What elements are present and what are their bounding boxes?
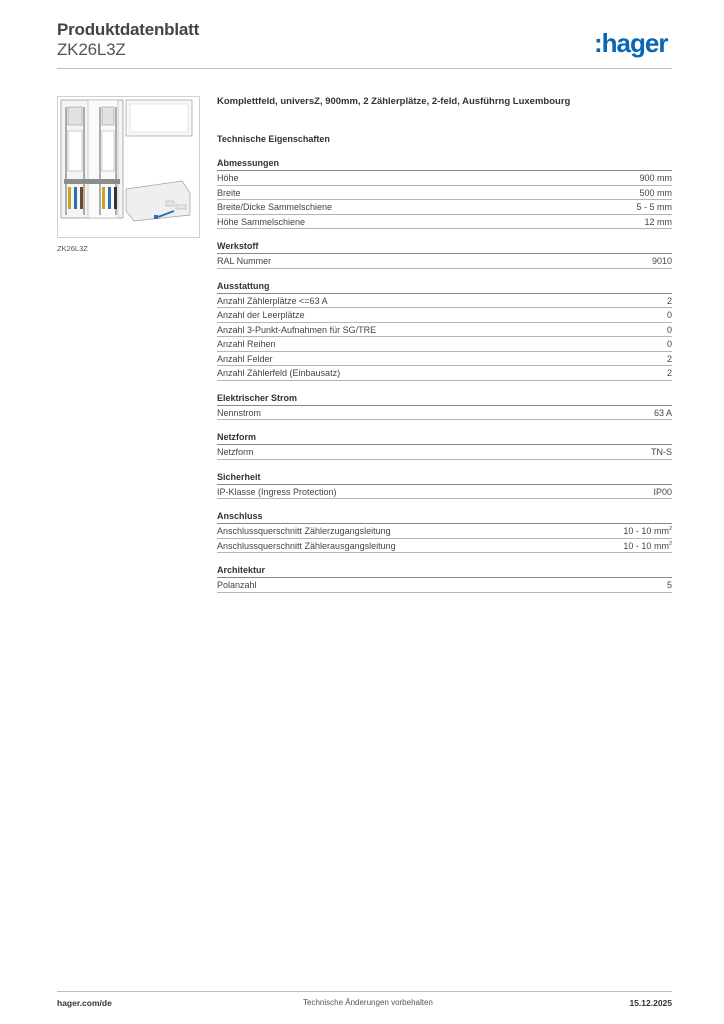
property-value-text: 0 bbox=[666, 310, 672, 320]
product-title: Komplettfeld, universZ, 900mm, 2 Zählerplätze, 2-feld, Ausführng Luxembourg bbox=[217, 96, 571, 107]
property-row bbox=[217, 578, 672, 593]
property-row bbox=[217, 294, 672, 309]
property-row bbox=[217, 445, 672, 460]
property-label: Höhe bbox=[217, 173, 239, 183]
property-label: Anzahl 3-Punkt-Aufnahmen für SG/TRE bbox=[217, 324, 377, 335]
property-value-text: 5 - 5 mm bbox=[636, 202, 672, 212]
product-code: ZK26L3Z bbox=[57, 40, 126, 59]
property-label: Netzform bbox=[217, 447, 254, 457]
property-value bbox=[667, 366, 672, 380]
property-label: Anzahl Zählerplätze <=63 A bbox=[217, 295, 328, 306]
property-label: RAL Nummer bbox=[217, 256, 272, 266]
property-value bbox=[667, 294, 672, 308]
property-row bbox=[217, 215, 672, 230]
property-value bbox=[654, 406, 672, 420]
property-label: Anzahl der Leerplätze bbox=[217, 310, 305, 320]
property-value-text: 9010 bbox=[651, 256, 672, 266]
property-value bbox=[623, 539, 672, 553]
property-value-text: 0 bbox=[666, 339, 672, 349]
property-label: Breite bbox=[217, 187, 241, 198]
section bbox=[217, 158, 672, 229]
property-label: Anzahl Felder bbox=[217, 353, 273, 364]
property-label: Anzahl Zählerfeld (Einbausatz) bbox=[217, 368, 341, 378]
property-value-text: 63 A bbox=[653, 407, 672, 418]
property-row bbox=[217, 539, 672, 554]
property-label: Polanzahl bbox=[217, 580, 257, 590]
property-value-text: 2 bbox=[666, 368, 672, 378]
property-value bbox=[651, 445, 672, 459]
property-label: Breite/Dicke Sammelschiene bbox=[217, 202, 333, 212]
section-title: Netzform bbox=[217, 432, 672, 445]
section-title: Abmessungen bbox=[217, 158, 672, 171]
property-row bbox=[217, 485, 672, 500]
section bbox=[217, 472, 672, 500]
property-value bbox=[636, 200, 672, 214]
section bbox=[217, 393, 672, 421]
property-row bbox=[217, 308, 672, 323]
unit-superscript: 2 bbox=[668, 540, 672, 547]
property-value bbox=[667, 337, 672, 351]
property-value bbox=[667, 323, 672, 337]
property-value bbox=[652, 254, 672, 268]
section-title: Werkstoff bbox=[217, 241, 672, 254]
page-title: Produktdatenblatt bbox=[57, 20, 200, 39]
section-title: Elektrischer Strom bbox=[217, 393, 672, 406]
property-value bbox=[623, 524, 672, 538]
property-value-text: 10 - 10 mm bbox=[623, 526, 669, 536]
property-label: Anschlussquerschnitt Zählerausgangsleitung bbox=[217, 540, 396, 551]
property-value-text: 10 - 10 mm bbox=[623, 540, 669, 551]
section bbox=[217, 432, 672, 460]
footer-website: hager.com/de bbox=[57, 998, 112, 1008]
section bbox=[217, 565, 672, 593]
section-title: Ausstattung bbox=[217, 281, 672, 294]
footer-divider bbox=[57, 991, 672, 992]
property-label: Anzahl Reihen bbox=[217, 339, 276, 349]
property-row bbox=[217, 186, 672, 201]
property-row bbox=[217, 200, 672, 215]
property-value-text: 2 bbox=[666, 295, 672, 306]
property-row bbox=[217, 254, 672, 269]
section bbox=[217, 511, 672, 553]
property-value-text: 12 mm bbox=[644, 216, 672, 227]
property-label: Höhe Sammelschiene bbox=[217, 216, 306, 227]
section-title: Anschluss bbox=[217, 511, 672, 524]
property-row bbox=[217, 366, 672, 381]
product-image bbox=[57, 96, 200, 238]
property-value-text: 5 bbox=[666, 580, 672, 590]
section-title: Architektur bbox=[217, 565, 672, 578]
technical-properties-heading: Technische Eigenschaften bbox=[217, 134, 330, 144]
hager-logo: :hager bbox=[594, 28, 668, 58]
property-label: Nennstrom bbox=[217, 407, 262, 418]
property-value bbox=[639, 186, 672, 200]
property-value-text: TN-S bbox=[651, 447, 672, 457]
main-content bbox=[217, 96, 672, 605]
section-title: Sicherheit bbox=[217, 472, 672, 485]
property-value-text: 900 mm bbox=[639, 173, 672, 183]
property-row bbox=[217, 323, 672, 338]
property-row bbox=[217, 524, 672, 539]
property-value bbox=[667, 578, 672, 592]
property-row bbox=[217, 352, 672, 367]
property-row bbox=[217, 171, 672, 186]
footer-date: 15.12.2025 bbox=[629, 998, 672, 1008]
property-value-text: IP00 bbox=[653, 486, 672, 497]
property-value bbox=[653, 485, 672, 499]
property-row bbox=[217, 406, 672, 421]
header-divider bbox=[57, 68, 672, 69]
footer-notice: Technische Änderungen vorbehalten bbox=[303, 998, 433, 1007]
section bbox=[217, 281, 672, 381]
property-row bbox=[217, 337, 672, 352]
property-value-text: 500 mm bbox=[639, 187, 672, 198]
property-value-text: 0 bbox=[666, 324, 672, 335]
property-label: IP-Klasse (Ingress Protection) bbox=[217, 486, 337, 497]
property-value-text: 2 bbox=[666, 353, 672, 364]
section bbox=[217, 241, 672, 269]
unit-superscript: 2 bbox=[668, 526, 672, 532]
properties-sections bbox=[217, 158, 672, 593]
property-label: Anschlussquerschnitt Zählerzugangsleitung bbox=[217, 526, 391, 536]
image-caption: ZK26L3Z bbox=[57, 244, 88, 253]
property-value bbox=[644, 215, 672, 229]
property-value bbox=[667, 352, 672, 366]
property-value bbox=[639, 171, 672, 185]
property-value bbox=[667, 308, 672, 322]
